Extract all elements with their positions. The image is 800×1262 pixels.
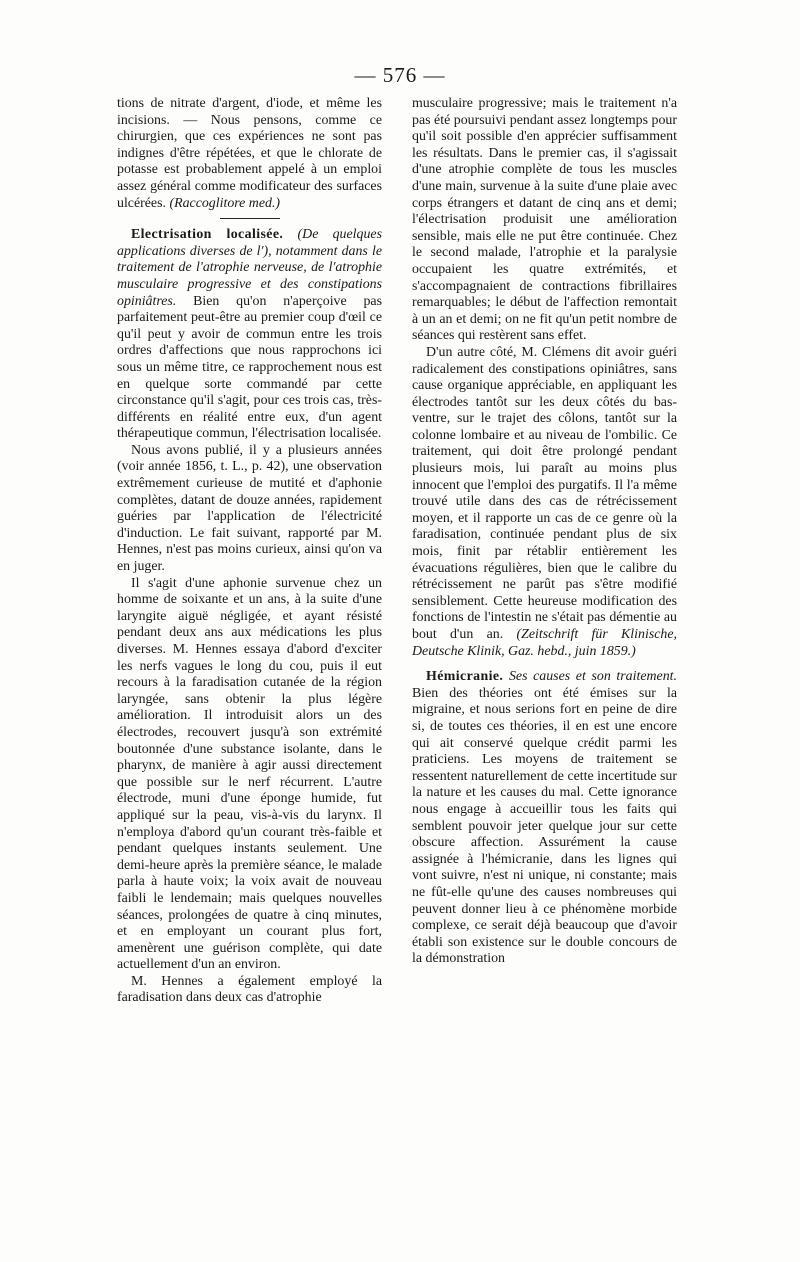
- paragraph-text: Bien qu'on n'aperçoive pas parfaitement peut-être au premier coup d'œil ce qu'il peut y avoir de commun entre les trois ordres d'affections que nous rapprochons ici sous un même titre, ce rapprochement nous est en quelque sorte commandé par cette circonstance qu'il s'agit, pour ces trois cas, très-différents en réalité entre eux, d'un agent thérapeutique commun, l'électrisation localisée.: [117, 293, 382, 442]
- section-divider: [220, 218, 280, 219]
- left-column: [117, 96, 382, 1007]
- paragraph-text: Bien des théories ont été émises sur la migraine, et nous serions fort en peine de dire si, de toutes ces théories, il en est une encore qui ait conservé quelque crédit parmi les praticiens. Les moyens de traitement se ressentent naturellement de cette incertitude sur la nature et les causes du mal. Cette ignorance nous engage à accueillir tous les faits qui semblent pouvoir jeter quelque jour sur cette obscure affection. Assurément la cause assignée à l'hémicranie, dans les lignes qui vont suivre, n'est ni unique, ni constante; mais ne fût-elle qu'une des causes nombreuses qui peuvent donner lieu à ce phénomène morbide complexe, ce serait déjà beaucoup que d'avoir établi son existence sur le double concours de la démonstration: [412, 685, 677, 967]
- citation: (Zeitschrift für Klinische, Deutsche Klinik, Gaz. hebd., juin 1859.): [412, 627, 677, 659]
- section-paragraph: [117, 227, 382, 443]
- section-title: Electrisation localisée.: [131, 227, 284, 243]
- paragraph: [412, 345, 677, 660]
- paragraph-text: D'un autre côté, M. Clémens dit avoir guéri radicalement des constipations opiniâtres, sans cause organique appréciable, en appliquant les électrodes tantôt sur les deux côtés du bas-ventre, sur le trajet des côlons, tantôt sur la colonne lombaire et au niveau de l'ombilic. Ce traitement, qui doit être prolongé pendant plusieurs mois, lui paraît au moins plus innocent que l'emploi des purgatifs. Il l'a même trouvé utile dans des cas de rétrécissement moyen, et il rapporte un cas de ce genre où la faradisation, continuée pendant plus de six mois, finit par rétablir entièrement les évacuations régulières, bien que le calibre du rétrécissement ne parût pas s'être modifié sensiblement. Cette heureuse modification des fonctions de l'intestin ne s'était pas démentie au bout d'un an.: [412, 344, 677, 642]
- section-subtitle: Ses causes et son traitement.: [508, 669, 677, 685]
- section-title: Hémicranie.: [426, 669, 504, 685]
- page-number: — 576 —: [354, 63, 446, 87]
- right-column: [412, 96, 677, 968]
- paragraph: M. Hennes a également employé la faradisation dans deux cas d'atrophie: [117, 973, 382, 1006]
- section-gap: [412, 660, 677, 669]
- paragraph: [117, 96, 382, 212]
- paragraph-text: tions de nitrate d'argent, d'iode, et même les incisions. — Nous pensons, comme ce chirurgien, que ces expériences ne sont pas indignes d'être répétées, et que le chlorate de potasse est probablement appelé à un emploi assez général comme modificateur des surfaces ulcérées.: [117, 96, 382, 211]
- paragraph: Nous avons publié, il y a plusieurs années (voir année 1856, t. L., p. 42), une observation extrêmement curieuse de mutité et d'aphonie complètes, datant de douze années, rapidement guéries par l'application de l'électricité d'induction. Le fait suivant, rapporté par M. Hennes, n'est pas moins curieux, ainsi qu'on va en juger.: [117, 442, 382, 575]
- paragraph: Il s'agit d'une aphonie survenue chez un homme de soixante et un ans, à la suite d'une laryngite aiguë négligée, et ayant résisté pendant deux ans aux médications les plus diverses. M. Hennes essaya d'abord d'exciter les nerfs vagues le long du cou, puis il eut recours à la faradisation cutanée de la région laryngée, sans obtenir la plus légère amélioration. Il introduisit alors un des électrodes, recouvert jusqu'à son extrémité boutonnée d'une substance isolante, dans le pharynx, de manière à agir aussi directement que possible sur le nerf récurrent. L'autre électrode, muni d'une éponge humide, fut appliqué sur la peau, vis-à-vis du larynx. Il n'employa d'abord qu'un courant très-faible et pendant quelques instants seulement. Une demi-heure après la première séance, le malade parla à haute voix; la voix avait de nouveau faibli le lendemain; mais quelques nouvelles séances, prolongées de quatre à cinq minutes, et en employant un courant plus fort, amenèrent une guérison complète, qui date actuellement d'un an environ.: [117, 575, 382, 973]
- section-paragraph: [412, 669, 677, 968]
- section-subtitle: (De quelques applications diverses de l'), notamment dans le traitement de l'atrophie nerveuse, de l'atrophie musculaire progressive et des constipations opiniâtres.: [117, 227, 382, 309]
- citation: (Raccoglitore med.): [169, 195, 281, 211]
- paragraph: musculaire progressive; mais le traitement n'a pas été poursuivi pendant assez longtemps pour qu'il soit possible d'en apprécier suffisamment les résultats. Dans le premier cas, il s'agissait d'une atrophie complète de tous les muscles d'une main, survenue à la suite d'une plaie avec corps étrangers et datant de cinq ans et demi; l'électrisation produisit une amélioration sensible, mais elle ne put être continuée. Chez le second malade, l'atrophie et la paralysie occupaient les quatre extrémités, et s'accompagnaient de contractions fibrillaires remarquables; le début de l'affection remontait à un an et demi; on ne fit qu'un petit nombre de séances qui restèrent sans effet.: [412, 96, 677, 344]
